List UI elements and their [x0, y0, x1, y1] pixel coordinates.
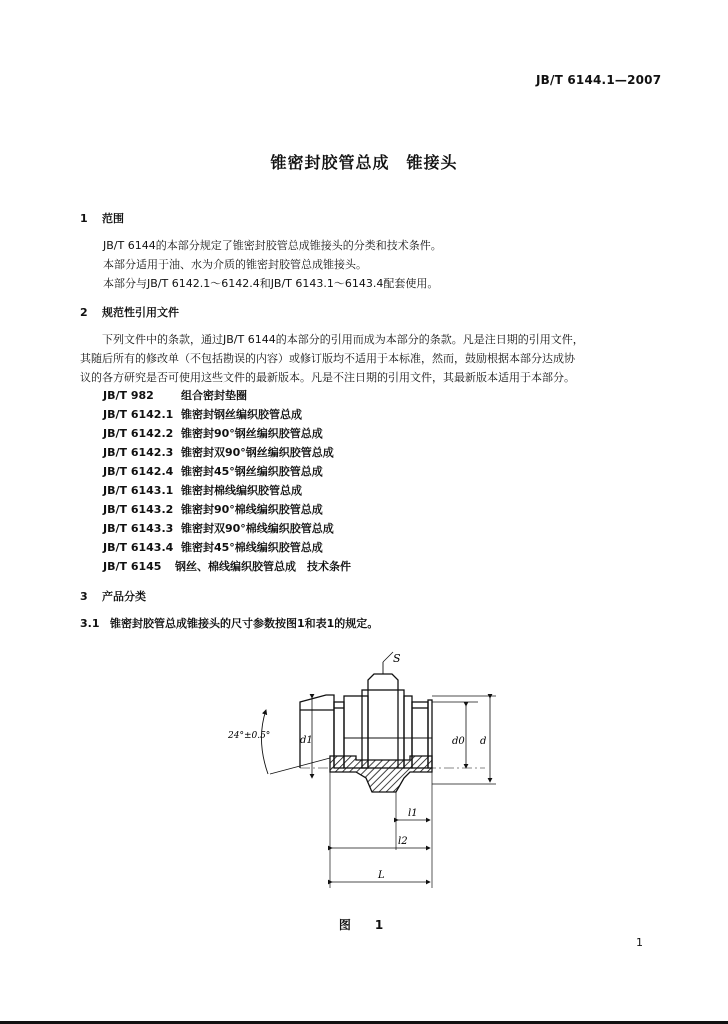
fitting-section-hatched: [330, 756, 432, 792]
clause-number: 3.1: [80, 617, 100, 630]
reference-item: [103, 481, 351, 500]
reference-name: 锥密封90°棉线编织胶管总成: [181, 503, 323, 516]
reference-code: JB/T 6143.4: [103, 541, 174, 554]
section-number: 2: [80, 306, 88, 319]
label-d1: d1: [300, 735, 313, 746]
label-d: d: [480, 736, 487, 747]
reference-name: 锥密封棉线编织胶管总成: [181, 484, 302, 497]
section-1-heading: [80, 210, 124, 226]
page-number: 1: [636, 936, 643, 949]
section-title: 产品分类: [102, 590, 146, 603]
reference-code: JB/T 982: [103, 389, 154, 402]
reference-item: [103, 557, 351, 576]
reference-code: JB/T 6145: [103, 560, 162, 573]
reference-item: [103, 500, 351, 519]
paragraph-line: 其随后所有的修改单（不包括勘误的内容）或修订版均不适用于本标准，然而，鼓励根据本部分达成协: [80, 352, 575, 365]
figure-caption: 图 1: [338, 918, 390, 932]
reference-name: 锥密封双90°棉线编织胶管总成: [181, 522, 334, 535]
section-number: 1: [80, 212, 88, 225]
reference-item: [103, 462, 351, 481]
reference-code: JB/T 6142.1: [103, 408, 174, 421]
paragraph-line: 议的各方研究是否可使用这些文件的最新版本。凡是不注日期的引用文件，其最新版本适用于本部分。: [80, 371, 575, 384]
paragraph-line: 下列文件中的条款，通过JB/T 6144的本部分的引用而成为本部分的条款。凡是注日期的引用文件，: [102, 333, 584, 346]
page-title: 锥密封胶管总成 锥接头: [270, 153, 458, 172]
label-l2: l2: [398, 836, 408, 847]
reference-name: 组合密封垫圈: [181, 389, 247, 402]
section-2-intro: [80, 330, 650, 387]
standard-number: JB/T 6144.1—2007: [536, 73, 662, 87]
reference-name: 锥密封45°棉线编织胶管总成: [181, 541, 323, 554]
reference-code: JB/T 6142.3: [103, 446, 174, 459]
reference-name: 锥密封45°钢丝编织胶管总成: [181, 465, 323, 478]
reference-item: [103, 405, 351, 424]
label-l1: l1: [408, 808, 418, 819]
reference-code: JB/T 6142.4: [103, 465, 174, 478]
section-2-heading: [80, 304, 179, 320]
paragraph: 本部分与JB/T 6142.1～6142.4和JB/T 6143.1～6143.4配套使用。: [103, 277, 439, 290]
reference-code: JB/T 6143.3: [103, 522, 174, 535]
reference-item: [103, 424, 351, 443]
label-angle: 24°±0.5°: [228, 731, 271, 741]
reference-name: 锥密封双90°钢丝编织胶管总成: [181, 446, 334, 459]
paragraph: JB/T 6144的本部分规定了锥密封胶管总成锥接头的分类和技术条件。: [103, 239, 442, 252]
fitting-body-upper: [300, 674, 432, 768]
reference-code: JB/T 6143.2: [103, 503, 174, 516]
section-3-heading: [80, 588, 146, 604]
label-s: S: [393, 652, 401, 665]
reference-item: [103, 538, 351, 557]
section-title: 范围: [102, 212, 124, 225]
reference-item: [103, 519, 351, 538]
section-1-body: [103, 236, 442, 293]
figure-1-drawing: [0, 640, 728, 910]
section-title: 规范性引用文件: [102, 306, 179, 319]
clause-text: 锥密封胶管总成锥接头的尺寸参数按图1和表1的规定。: [110, 617, 379, 630]
angle-arc: [261, 710, 268, 774]
label-L: L: [378, 870, 385, 881]
label-d0: d0: [452, 736, 465, 747]
s-leader: [383, 652, 393, 662]
reference-name: 锥密封90°钢丝编织胶管总成: [181, 427, 323, 440]
section-number: 3: [80, 590, 88, 603]
paragraph: 本部分适用于油、水为介质的锥密封胶管总成锥接头。: [103, 258, 367, 271]
reference-item: [103, 443, 351, 462]
reference-name: 锥密封钢丝编织胶管总成: [181, 408, 302, 421]
reference-name: 钢丝、棉线编织胶管总成 技术条件: [175, 560, 351, 573]
reference-code: JB/T 6143.1: [103, 484, 174, 497]
clause-3-1: [80, 615, 378, 631]
reference-item: [103, 386, 351, 405]
reference-list: [103, 386, 351, 576]
reference-code: JB/T 6142.2: [103, 427, 174, 440]
